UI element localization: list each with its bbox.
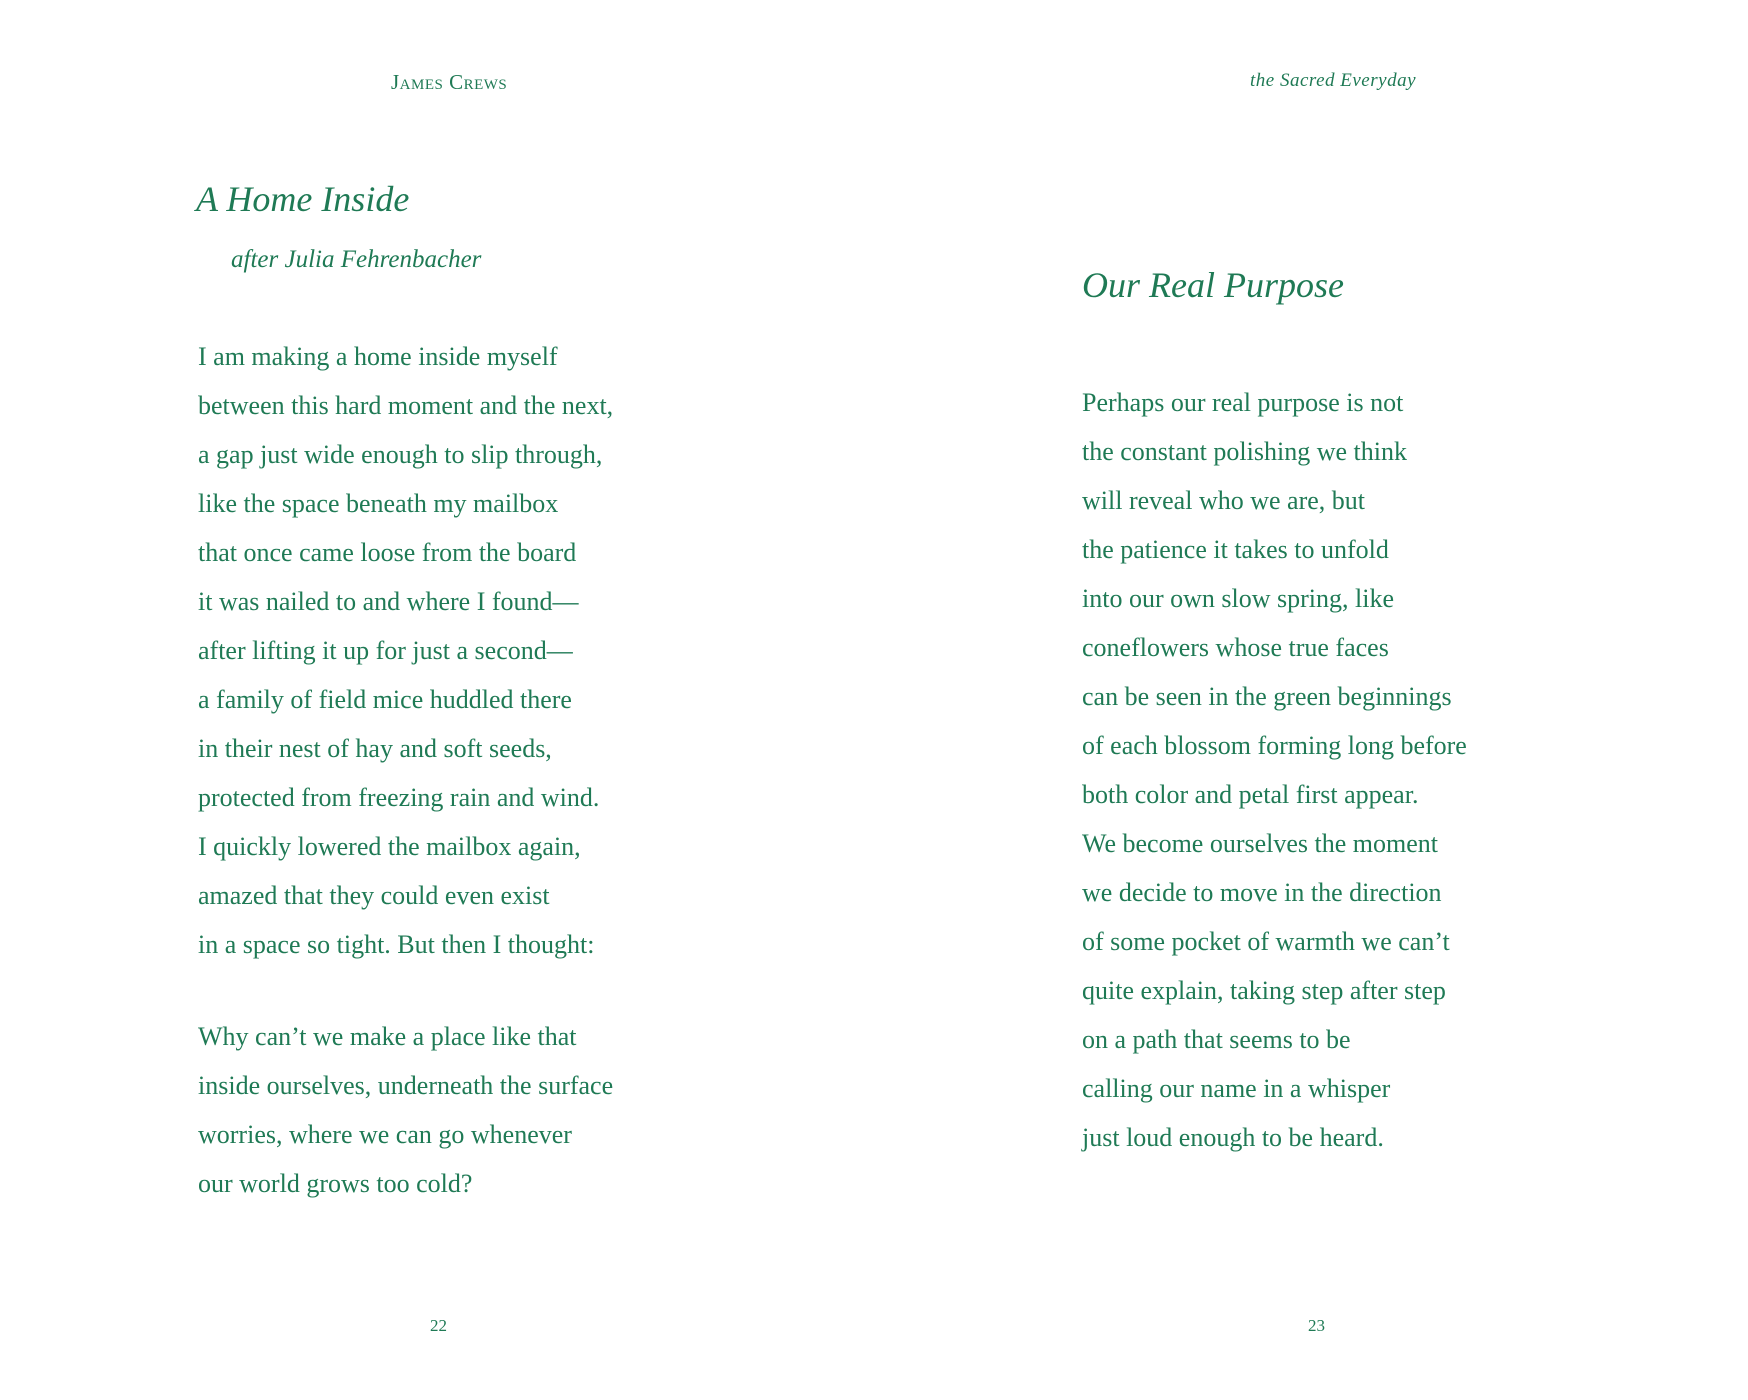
poem-line: will reveal who we are, but <box>1082 486 1366 515</box>
page-number: 23 <box>1308 1316 1325 1335</box>
poem-line: quite explain, taking step after step <box>1082 976 1446 1005</box>
poem-line: protected from freezing rain and wind. <box>198 783 600 812</box>
poem-line: I am making a home inside myself <box>198 342 558 371</box>
poem-line: Perhaps our real purpose is not <box>1082 388 1404 417</box>
poem-line: in a space so tight. But then I thought: <box>198 930 595 959</box>
right-page <box>874 0 1748 1400</box>
poem-line: in their nest of hay and soft seeds, <box>198 734 552 763</box>
poem-line: into our own slow spring, like <box>1082 584 1394 613</box>
poem-line: worries, where we can go whenever <box>198 1120 572 1149</box>
poem-line: we decide to move in the direction <box>1082 878 1442 907</box>
poem-line: on a path that seems to be <box>1082 1025 1351 1054</box>
poem-line: after lifting it up for just a second— <box>198 636 573 665</box>
poem-line: I quickly lowered the mailbox again, <box>198 832 581 861</box>
poem-line: that once came loose from the board <box>198 538 577 567</box>
poem-line: like the space beneath my mailbox <box>198 489 559 518</box>
running-head-book-title: the Sacred Everyday <box>1250 70 1416 91</box>
poem-line: just loud enough to be heard. <box>1082 1123 1384 1152</box>
poem-line: the patience it takes to unfold <box>1082 535 1389 564</box>
stanza <box>198 332 613 969</box>
poem-line: it was nailed to and where I found— <box>198 587 579 616</box>
poem-line: calling our name in a whisper <box>1082 1074 1391 1103</box>
poem-line: between this hard moment and the next, <box>198 391 614 420</box>
poem-line: We become ourselves the moment <box>1082 829 1439 858</box>
poem-line: a family of field mice huddled there <box>198 685 572 714</box>
poem-line: our world grows too cold? <box>198 1169 473 1198</box>
stanza <box>198 1012 613 1208</box>
poem-line: can be seen in the green beginnings <box>1082 682 1452 711</box>
poem-line: coneflowers whose true faces <box>1082 633 1389 662</box>
poem-line: Why can’t we make a place like that <box>198 1022 577 1051</box>
poem-line: amazed that they could even exist <box>198 881 550 910</box>
running-head-author: James Crews <box>391 70 508 94</box>
poem-line: inside ourselves, underneath the surface <box>198 1071 614 1100</box>
poem-line: the constant polishing we think <box>1082 437 1407 466</box>
stanza <box>1082 378 1467 1162</box>
poem-title: A Home Inside <box>196 179 410 219</box>
poem-line: a gap just wide enough to slip through, <box>198 440 603 469</box>
page-number: 22 <box>430 1316 447 1335</box>
poem-line: of each blossom forming long before <box>1082 731 1467 760</box>
poem-title: Our Real Purpose <box>1082 265 1344 305</box>
poem-line: both color and petal first appear. <box>1082 780 1419 809</box>
poem-dedication: after Julia Fehrenbacher <box>231 246 482 273</box>
poem-line: of some pocket of warmth we can’t <box>1082 927 1450 956</box>
